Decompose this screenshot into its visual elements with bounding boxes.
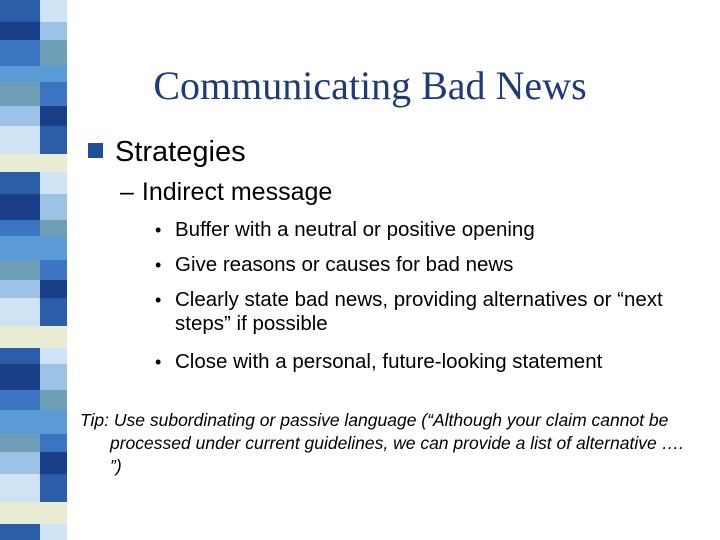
dot-bullet-icon: • [155,255,162,275]
sub-bullet-text: Close with a personal, future-looking statement [175,350,603,373]
stripe-block [0,0,40,22]
stripe-block [40,236,67,260]
stripe-block [0,434,40,452]
dot-bullet-icon: • [155,352,162,372]
stripe-block [40,502,67,524]
stripe-block [0,524,40,540]
stripe-block [0,280,40,298]
stripe-block [40,410,67,434]
level1-text: Strategies [115,136,246,168]
stripe-block [40,82,67,106]
sub-bullet-1 [155,218,715,242]
stripe-block [0,126,40,154]
dot-bullet-icon: • [155,220,162,240]
stripe-block [40,326,67,348]
stripe-block [0,260,40,280]
stripe-block [40,194,67,220]
square-bullet-icon [88,143,103,158]
bullet-level2 [120,177,332,207]
stripe-block [0,502,40,524]
stripe-block [0,474,40,502]
sub-bullet-text: Clearly state bad news, providing alternatives or “next steps” if possible [175,288,663,335]
stripe-block [40,220,67,236]
stripe-block [40,0,67,22]
stripe-block [0,22,40,40]
stripe-block [0,172,40,194]
sub-bullet-text: Give reasons or causes for bad news [175,253,514,276]
stripe-block [0,410,40,434]
stripe-block [40,348,67,364]
stripe-block [40,280,67,298]
stripe-block [0,390,40,410]
slide-title: Communicating Bad News [153,63,587,108]
stripe-block [0,154,40,172]
sub-bullet-3 [155,288,695,336]
stripe-block [40,66,67,82]
stripe-block [40,390,67,410]
tip-text: Tip: Use subordinating or passive language (“Although your claim cannot be processed under current guidelines, we can provide a list of alternative …. ”) [80,410,684,476]
stripe-block [0,66,40,82]
bullet-level1 [88,136,246,168]
stripe-block [0,106,40,126]
stripe-block [40,474,67,502]
sub-bullet-4 [155,350,715,374]
level2-text: Indirect message [141,178,333,206]
stripe-block [0,82,40,106]
stripe-block [40,40,67,66]
stripe-block [0,452,40,474]
stripe-block [0,326,40,348]
stripe-block [40,172,67,194]
stripe-block [40,154,67,172]
sub-bullet-2 [155,253,715,277]
stripe-block [40,298,67,326]
stripe-block [40,260,67,280]
stripe-block [40,434,67,452]
stripe-block [40,524,67,540]
dot-bullet-icon: • [155,290,162,310]
stripe-block [40,126,67,154]
stripe-block [0,298,40,326]
stripe-block [0,348,40,364]
stripe-block [0,40,40,66]
stripe-block [40,364,67,390]
stripe-block [0,220,40,236]
stripe-block [40,22,67,40]
stripe-block [0,364,40,390]
stripe-block [40,106,67,126]
decorative-stripe [0,0,67,540]
sub-bullet-text: Buffer with a neutral or positive opening [175,218,535,241]
stripe-block [0,236,40,260]
stripe-block [40,452,67,474]
dash-bullet-icon: – [120,178,134,206]
stripe-block [0,194,40,220]
